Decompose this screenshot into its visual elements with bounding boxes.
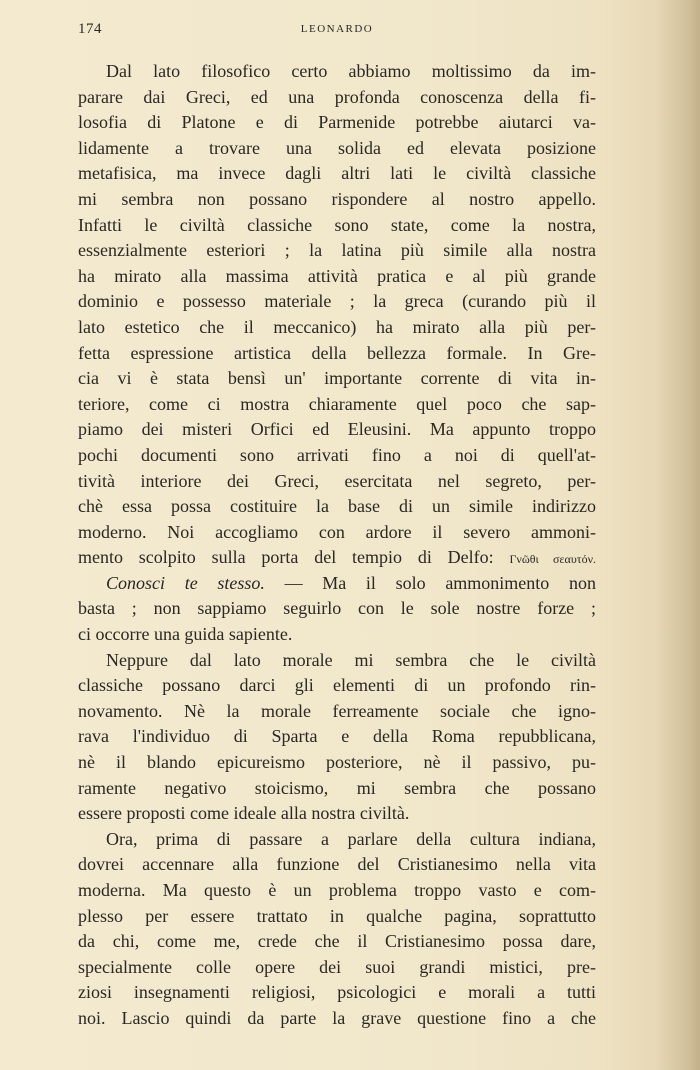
text-line: chè essa possa costituire la base di un simile indirizzo: [78, 496, 596, 517]
text-line: mi sembra non possano rispondere al nostro appello.: [78, 188, 596, 209]
running-title: LEONARDO: [300, 23, 374, 35]
text-line: dominio e possesso materiale ; la greca (curando più il: [78, 291, 596, 312]
italic-phrase: Conosci te stesso.: [106, 572, 265, 593]
text-line: basta ; non sappiamo seguirlo con le sole nostre forze ;: [78, 598, 596, 619]
text-line-with-greek: [78, 545, 596, 571]
text-line: dovrei accennare alla funzione del Cristianesimo nella vita: [78, 854, 596, 875]
page-header: [78, 21, 596, 43]
text-line: lidamente a trovare una solida ed elevata posizione: [78, 137, 596, 158]
text-line: ziosi insegnamenti religiosi, psicologici e morali a tutti: [78, 982, 596, 1003]
text-line: essere proposti come ideale alla nostra civiltà.: [78, 803, 410, 824]
text-line: teriore, come ci mostra chiaramente quel poco che sap-: [78, 393, 596, 414]
text-line: ci occorre una guida sapiente.: [78, 624, 293, 645]
page-number: 174: [78, 21, 102, 37]
text-line: classiche possano darci gli elementi di un profondo rin-: [78, 675, 596, 696]
text-span: — Ma il solo ammonimento non: [284, 572, 596, 593]
text-line: ha mirato alla massima attività pratica e al più grande: [78, 265, 596, 286]
text-span: mento scolpito sulla porta del tempio di Delfo:: [78, 547, 494, 568]
text-line-with-italic: [78, 571, 596, 597]
text-line: novamento. Nè la morale ferreamente sociale che igno-: [78, 700, 596, 721]
text-line: losofia di Platone e di Parmenide potrebbe aiutarci va-: [78, 112, 596, 133]
greek-inscription: Γνῶθι σεαυτόν.: [509, 552, 596, 567]
text-line: cia vi è stata bensì un' importante corrente di vita in-: [78, 368, 596, 389]
text-line: moderno. Noi accogliamo con ardore il severo ammoni-: [78, 521, 596, 542]
body-text: [78, 59, 596, 1032]
text-line: moderna. Ma questo è un problema troppo vasto e com-: [78, 880, 596, 900]
text-line: fetta espressione artistica della bellezza formale. In Gre-: [78, 342, 596, 363]
text-line: da chi, come me, crede che il Cristianesimo possa dare,: [78, 931, 596, 952]
text-line: Infatti le civiltà classiche sono state, come la nostra,: [78, 214, 596, 235]
text-line: specialmente colle opere dei suoi grandi mistici, pre-: [78, 956, 596, 977]
text-line: piamo dei misteri Orfici ed Eleusini. Ma appunto troppo: [78, 419, 596, 440]
text-line: tività interiore dei Greci, esercitata nel segreto, per-: [78, 470, 596, 491]
text-line: pochi documenti sono arrivati fino a noi di quell'at-: [78, 444, 596, 465]
text-line: rava l'individuo di Sparta e della Roma repubblicana,: [78, 726, 596, 747]
text-line: parare dai Greci, ed una profonda conoscenza della fi-: [78, 86, 596, 107]
text-line: essenzialmente esteriori ; la latina più simile alla nostra: [78, 240, 596, 261]
text-line: Dal lato filosofico certo abbiamo moltissimo da im-: [106, 61, 596, 81]
text-line: metafisica, ma invece dagli altri lati le civiltà classiche: [78, 163, 596, 184]
page-gutter-shadow: [656, 0, 700, 1070]
text-line: nè il blando epicureismo posteriore, nè il passivo, pu-: [78, 752, 596, 773]
text-line: noi. Lascio quindi da parte la grave questione fino a che: [78, 1007, 596, 1028]
text-line: lato estetico che il meccanico) ha mirato alla più per-: [78, 316, 596, 337]
text-line: Neppure dal lato morale mi sembra che le civiltà: [106, 649, 596, 670]
text-line: Ora, prima di passare a parlare della cultura indiana,: [106, 828, 596, 849]
text-line: plesso per essere trattato in qualche pagina, soprattutto: [78, 905, 596, 926]
text-line: ramente negativo stoicismo, mi sembra che possano: [78, 777, 596, 798]
